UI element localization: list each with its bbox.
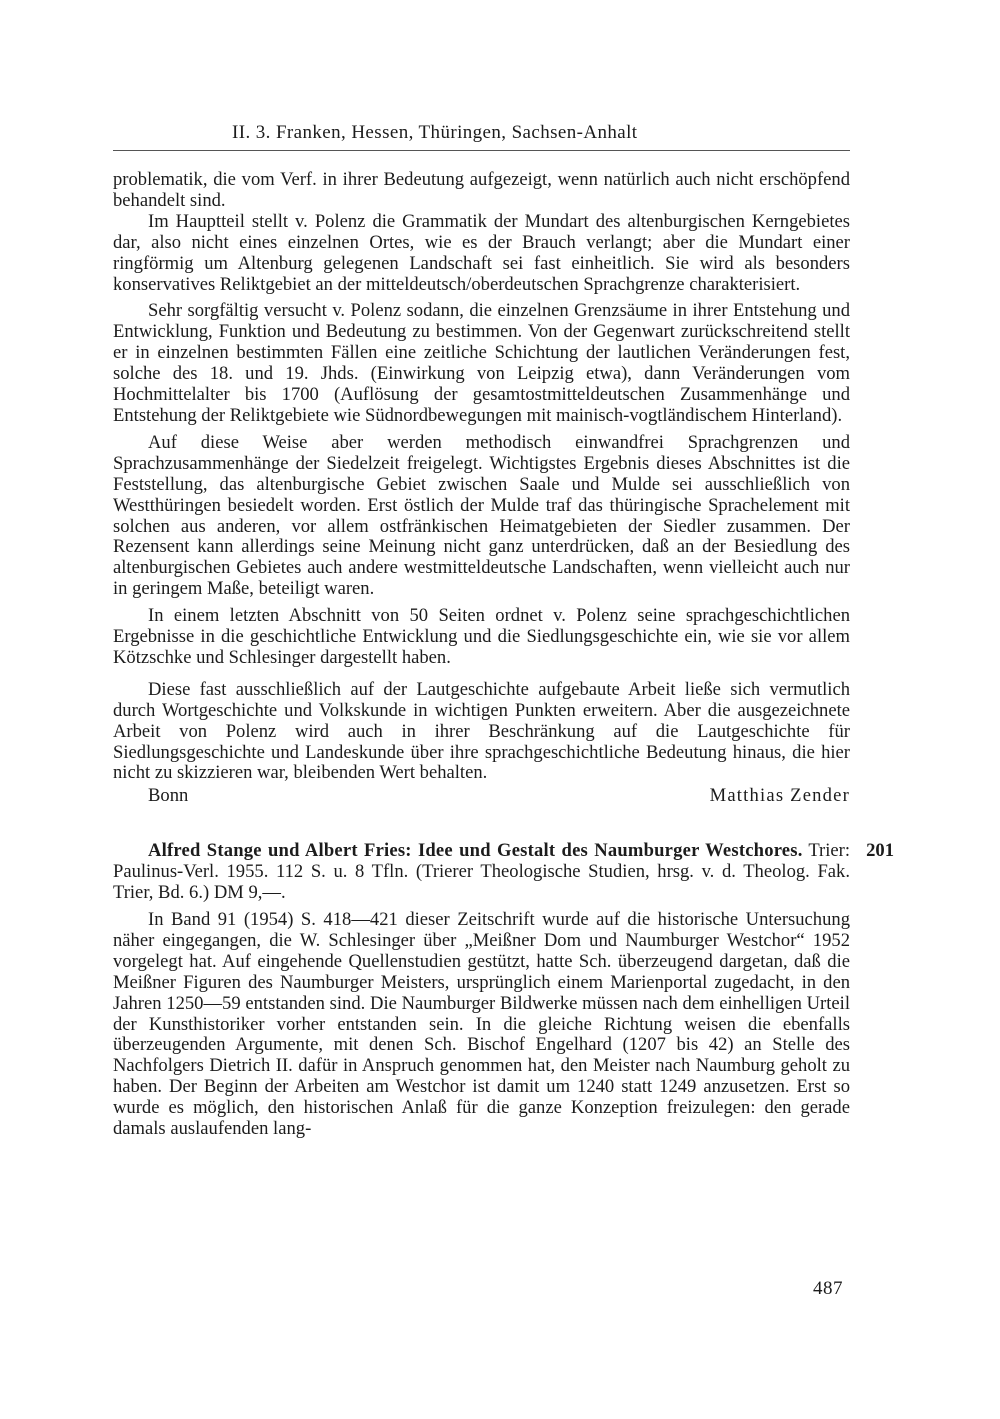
- review-signature: [113, 786, 850, 807]
- signature-place: Bonn: [148, 785, 189, 807]
- paragraph: problematik, die vom Verf. in ihrer Bedeutung aufgezeigt, wenn natürlich auch nicht erschöpfend behandelt sind.: [113, 169, 850, 211]
- entry-title: Alfred Stange und Albert Fries: Idee und Gestalt des Naumburger Westchores.: [148, 840, 803, 862]
- paragraph: Sehr sorgfältig versucht v. Polenz sodann, die einzelnen Grenzsäume in ihrer Entstehung und Entwicklung, Funktion und Bedeutung zu bestimmen. Von der Gegenwart zurückschreitend stellt er in einzelnen bestimmten Fällen eine zeitliche Schichtung der lautlichen Veränderungen fest, solche des 18. und 19. Jhds. (Einwirkung von Leipzig etwa), dann Veränderungen vom Hochmittelalter bis 1700 (Auflösung der gesamtostmitteldeutschen Zusammenhänge und Entstehung der Reliktgebiete wie Südnordbewegungen mit mainisch-vogtländischem Hinterland).: [113, 300, 850, 426]
- paragraph: Diese fast ausschließlich auf der Lautgeschichte aufgebaute Arbeit ließe sich vermutlich durch Wortgeschichte und Volkskunde in wichtigen Punkten erweitern. Aber die ausgezeichnete Arbeit von Polenz wird auch in ihrer Beschränkung auf die Lautgeschichte für Siedlungsgeschichte und Landeskunde über ihre sprachgeschichtliche Bedeutung hinaus, die hier nicht zu skizzieren war, bleibenden Wert behalten.: [113, 678, 850, 784]
- running-head: II. 3. Franken, Hessen, Thüringen, Sachsen-Anhalt: [232, 122, 638, 143]
- signature-author: Matthias Zender: [709, 785, 850, 807]
- page-number: 487: [813, 1278, 843, 1299]
- entry-number: 201: [866, 840, 894, 862]
- paragraph: In einem letzten Abschnitt von 50 Seiten ordnet v. Polenz seine sprachgeschichtlichen Ergebnisse in die geschichtliche Entwicklung und die Siedlungsgeschichte ein, wie sie vor allem Kötzschke und Schlesinger dargestellt haben.: [113, 605, 850, 668]
- header-rule: [113, 150, 850, 151]
- paragraph: In Band 91 (1954) S. 418—421 dieser Zeitschrift wurde auf die historische Untersuchung näher eingegangen, die W. Schlesinger über „Meißner Dom und Naumburger Westchor“ 1952 vorgelegt hat. Auf eingehende Quellenstudien gestützt, hatte Sch. überzeugend dargetan, daß die Meißner Figuren des Naumburger Meisters, ursprünglich einem Marienportal zugedacht, in den Jahren 1250—59 entstanden sind. Die Naumburger Bildwerke müssen nach dem einhelligen Urteil der Kunsthistoriker vorher entstanden sein. In die gleiche Richtung weisen die ebenfalls überzeugenden Argumente, mit denen Sch. Bischof Engelhard (1207 bis 42) an Stelle des Nachfolgers Dietrich II. dafür in Anspruch genommen hat, den Meister nach Naumburg geholt zu haben. Der Beginn der Arbeiten am Westchor ist damit um 1240 statt 1249 anzusetzen. Erst so wurde es möglich, den historischen Anlaß für die ganze Konzeption freizulegen: den gerade damals auslaufenden lang-: [113, 909, 850, 1140]
- article-body: [113, 169, 894, 1140]
- paragraph: Auf diese Weise aber werden methodisch einwandfrei Sprachgrenzen und Sprachzusammenhänge der Siedelzeit freigelegt. Wichtigstes Ergebnis dieses Abschnittes ist die Feststellung, das altenburgische Gebiet zwischen Saale und Mulde sei ausschließlich von Westthüringen besiedelt worden. Erst östlich der Mulde traf das thüringische Sprachelement mit solchen aus anderen, vor allem ostfränkischen Heimatgebieten der Siedler zusammen. Der Rezensent kann allerdings seine Meinung nicht ganz unterdrücken, daß an der Besiedlung des altenburgischen Gebietes auch andere westmitteldeutsche Landschaften, wenn vielleicht auch nur in geringem Maße, beteiligt waren.: [113, 431, 850, 600]
- entry-bibliographic-details: Trier: Paulinus-Verl. 1955. 112 S. u. 8 Tfln. (Trierer Theologische Studien, hrsg. v. d. Theolog. Fak. Trier, Bd. 6.) DM 9,—.: [113, 840, 850, 904]
- review-entry: [113, 840, 894, 1140]
- paragraph: Im Hauptteil stellt v. Polenz die Grammatik der Mundart des altenburgischen Kerngebietes dar, also nicht eines einzelnen Ortes, wie es der Brauch verlangt; aber die Mundart einer ringförmig um Altenburg gelegenen Landschaft sei fast einheitlich. Sie wird als besonders konservatives Reliktgebiet an der mitteldeutsch/oberdeutschen Sprachgrenze charakterisiert.: [113, 210, 850, 295]
- entry-heading: [113, 841, 850, 904]
